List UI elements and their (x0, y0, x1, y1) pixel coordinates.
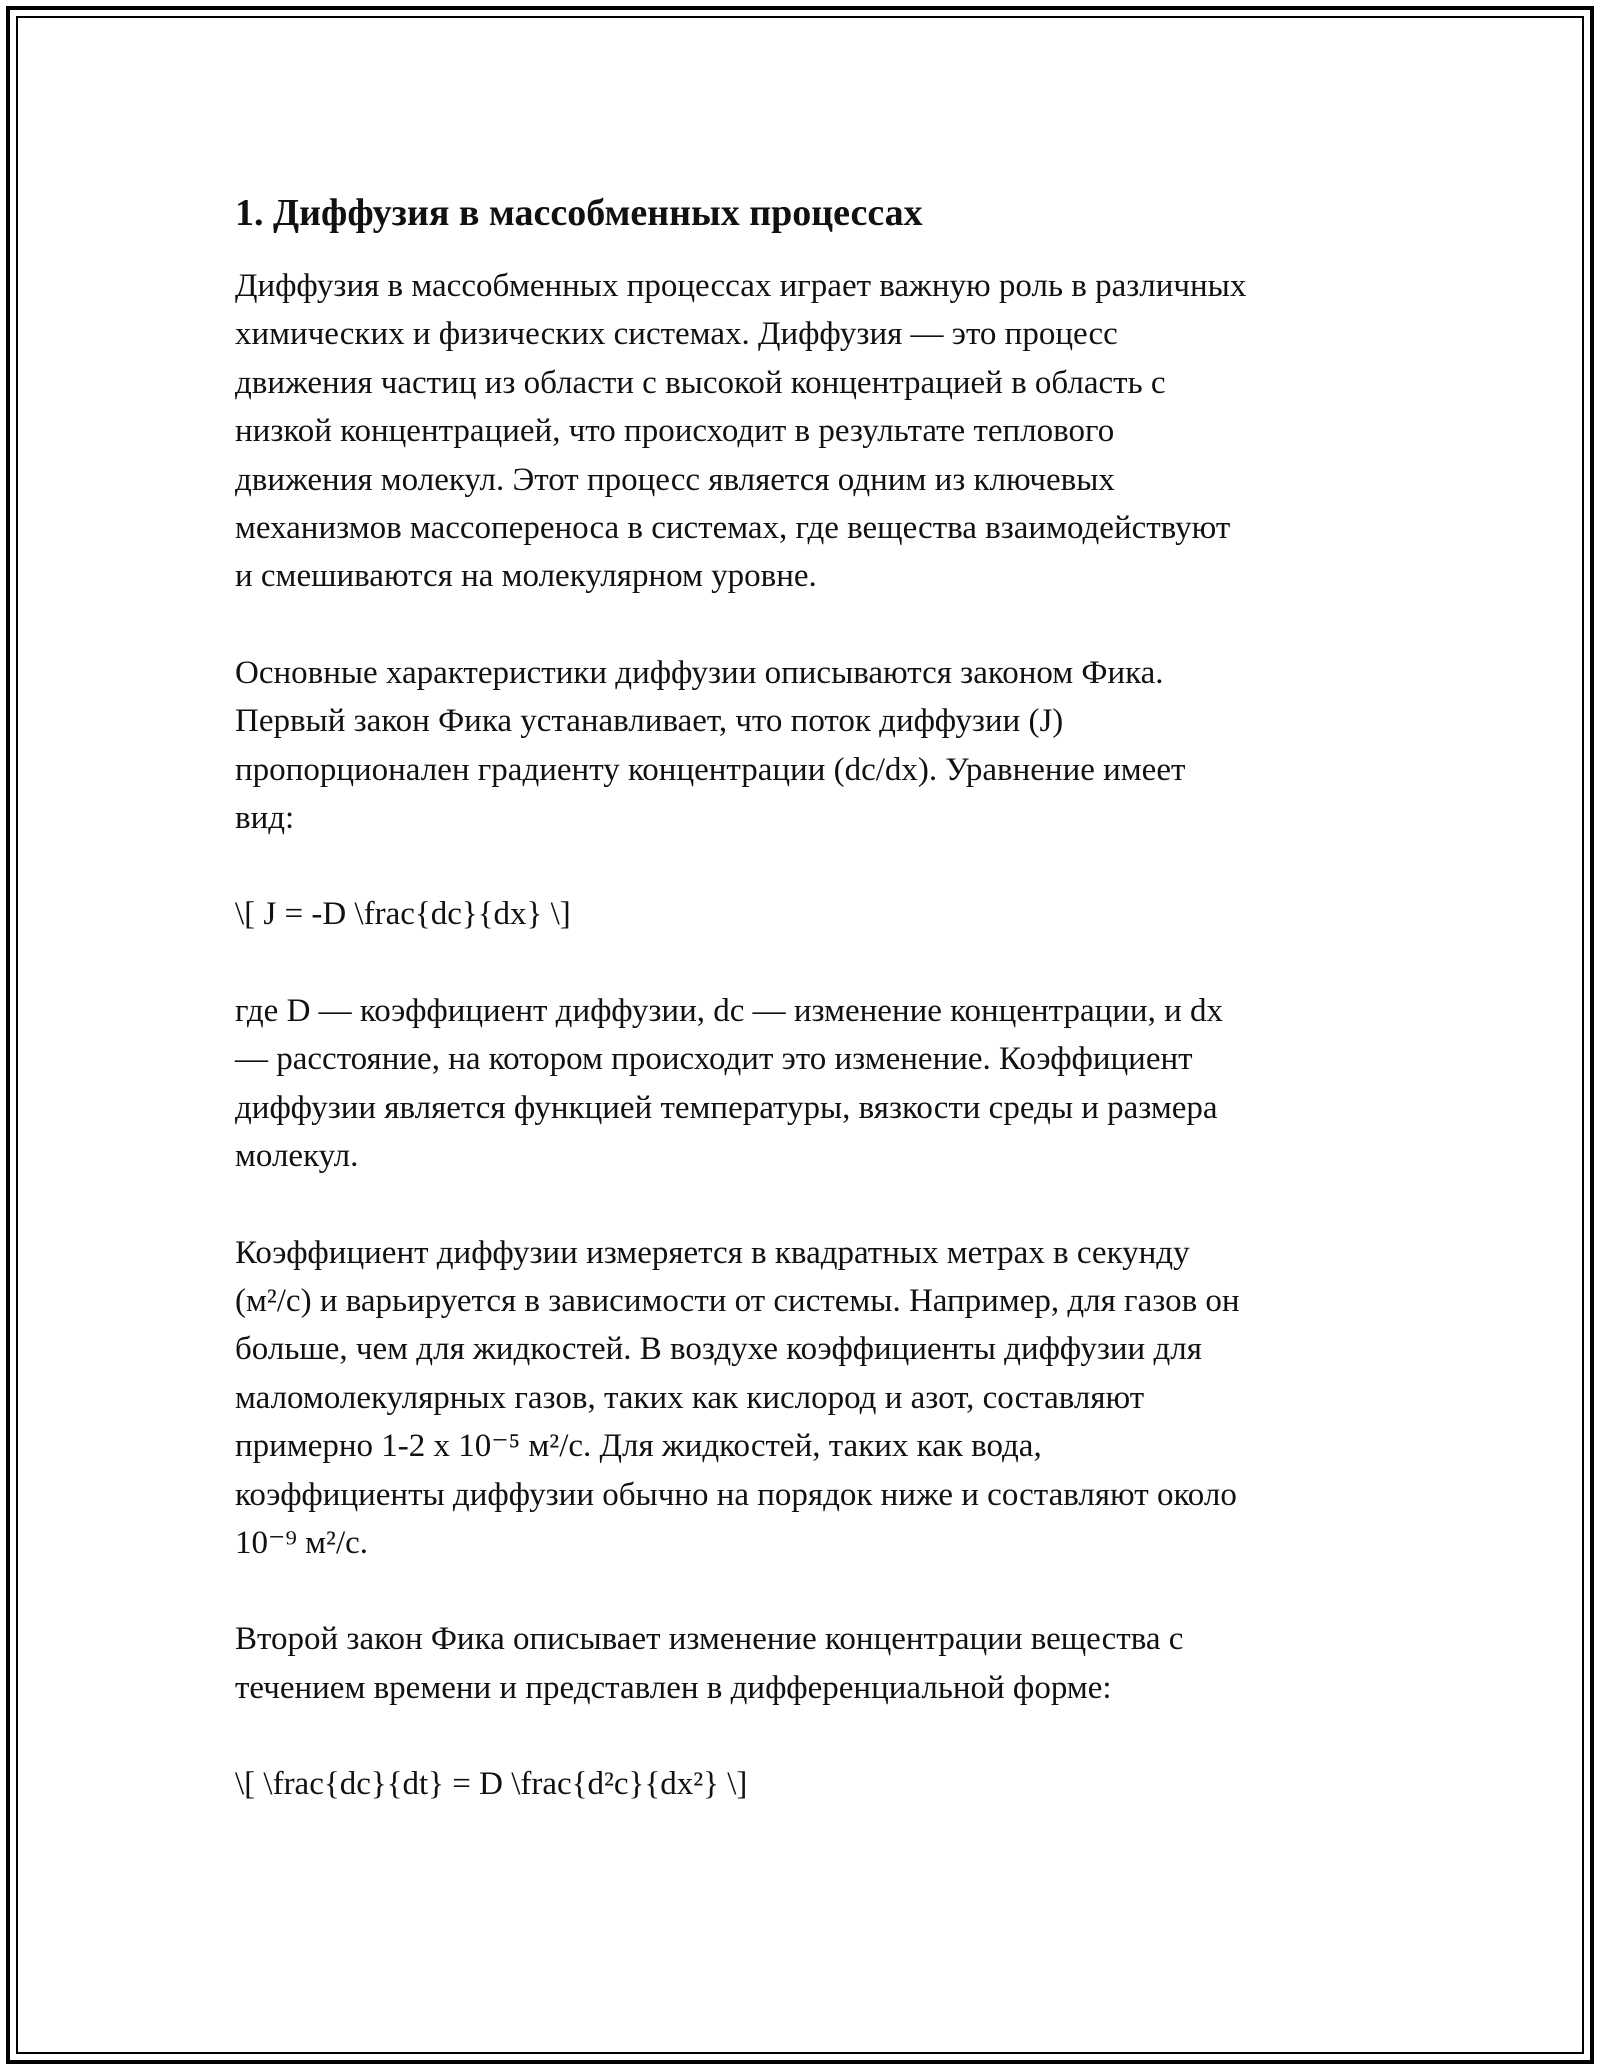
paragraph-coefficient-units: Коэффициент диффузии измеряется в квадратных метрах в секунду (м²/с) и варьируется в зависимости от системы. Например, для газов он больше, чем для жидкостей. В воздухе коэффициенты диффузии для маломолекулярных газов, таких как кислород и азот, составляют примерно 1-2 x 10⁻⁵ м²/с. Для жидкостей, таких как вода, коэффициенты диффузии обычно на порядок ниже и составляют около 10⁻⁹ м²/с. (235, 1234, 1240, 1561)
section-title: 1. Диффузия в массобменных процессах (235, 192, 923, 234)
paragraph-fick-second-law: Второй закон Фика описывает изменение концентрации вещества с течением времени и представлен в дифференциальной форме: (235, 1621, 1184, 1706)
paragraph-intro: Диффузия в массобменных процессах играет важную роль в различных химических и физических системах. Диффузия — это процесс движения частиц из области с высокой концентрацией в область с низкой концентрацией, что происходит в результате теплового движения молекул. Этот процесс является одним из ключевых механизмов массопереноса в системах, где вещества взаимодействуют и смешиваются на молекулярном уровне. (235, 268, 1247, 595)
formula-fick-second-law: \[ \frac{dc}{dt} = D \frac{d²c}{dx²} \] (235, 1766, 748, 1803)
formula-fick-first-law: \[ J = -D \frac{dc}{dx} \] (235, 896, 571, 933)
paragraph-coefficient-definition: где D — коэффициент диффузии, dc — изменение концентрации, и dx — расстояние, на котором происходит это изменение. Коэффициент диффузии является функцией температуры, вязкости среды и размера молекул. (235, 992, 1224, 1175)
document-body (235, 188, 1385, 1857)
paragraph-fick-first-law: Основные характеристики диффузии описываются законом Фика. Первый закон Фика устанавливает, что поток диффузии (J) пропорционален градиенту концентрации (dc/dx). Уравнение имеет вид: (235, 654, 1186, 837)
